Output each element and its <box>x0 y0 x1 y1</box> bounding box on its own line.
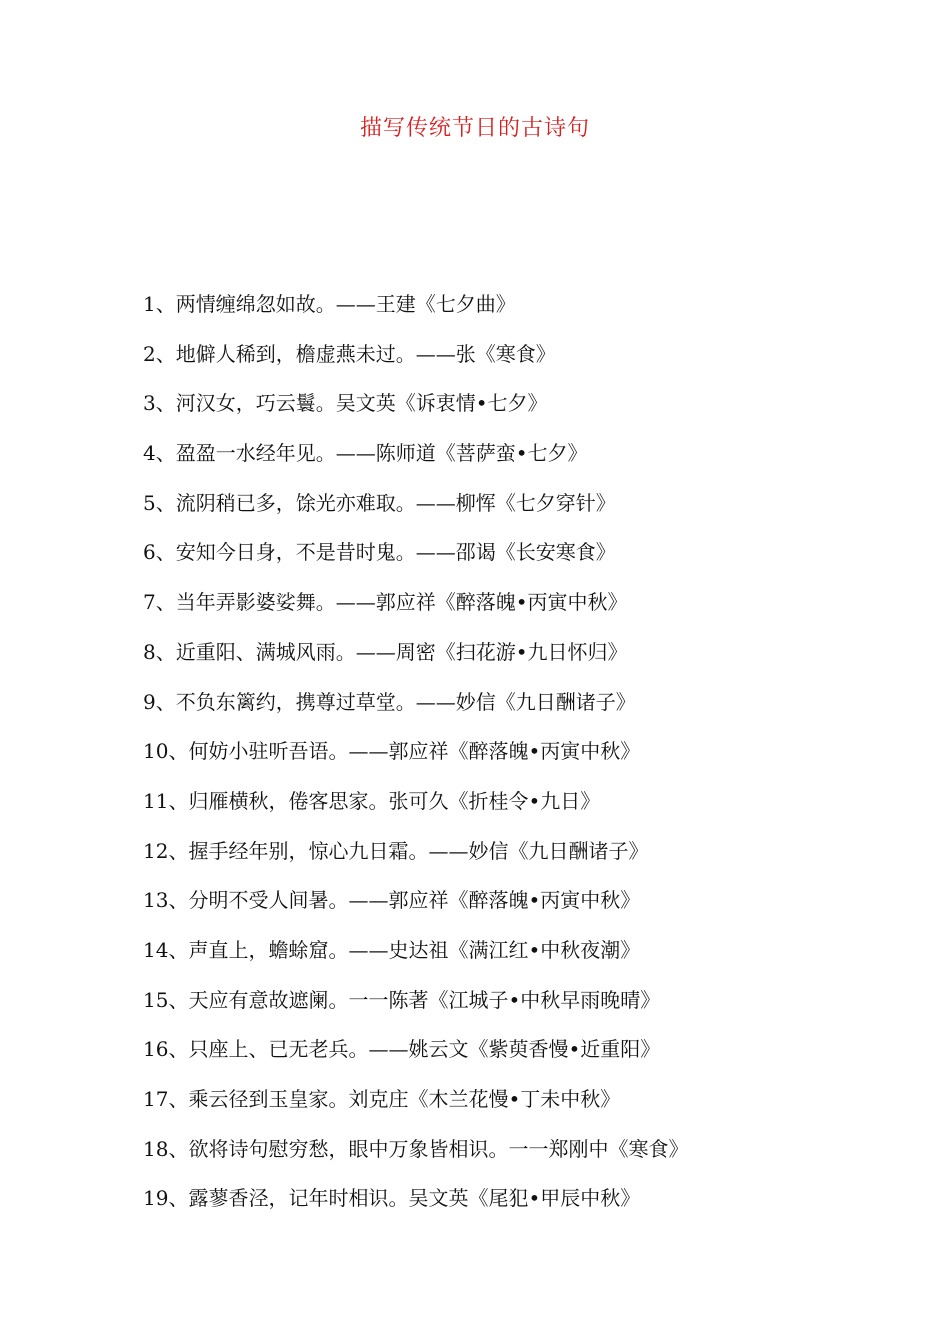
list-item: 17、乘云径到玉皇家。刘克庄《木兰花慢•丁未中秋》 <box>143 1087 621 1111</box>
list-item: 7、当年弄影婆娑舞。——郭应祥《醉落魄•丙寅中秋》 <box>143 590 628 615</box>
page-title: 描写传统节日的古诗句 <box>359 116 590 141</box>
list-item: 11、归雁横秋，倦客思家。张可久《折桂令•九日》 <box>143 788 601 813</box>
list-item: 6、安知今日身，不是昔时鬼。——邵谒《长安寒食》 <box>143 540 616 565</box>
list-item: 4、盈盈一水经年见。——陈师道《菩萨蛮•七夕》 <box>143 441 588 466</box>
list-item: 2、地僻人稀到，檐虚燕未过。——张《寒食》 <box>143 341 556 366</box>
list-item: 14、声直上，蟾蜍窟。——史达祖《满江红•中秋夜潮》 <box>143 937 641 962</box>
list-item: 15、天应有意故遮阑。一一陈著《江城子•中秋早雨晚晴》 <box>143 987 661 1012</box>
list-item: 5、流阴稍已多，馀光亦难取。——柳恽《七夕穿针》 <box>143 490 616 515</box>
list-item: 19、露蓼香泾，记年时相识。吴文英《尾犯•甲辰中秋》 <box>143 1186 641 1211</box>
list-item: 9、不负东篱约，携尊过草堂。——妙信《九日酬诸子》 <box>143 689 636 714</box>
list-item: 12、握手经年别，惊心九日霜。——妙信《九日酬诸子》 <box>143 838 649 863</box>
list-item: 8、近重阳、满城风雨。——周密《扫花游•九日怀归》 <box>143 639 628 664</box>
list-item: 1、两情缠绵忽如故。——王建《七夕曲》 <box>143 292 516 316</box>
list-item: 3、河汉女，巧云鬟。吴文英《诉衷情•七夕》 <box>143 391 548 416</box>
list-item: 16、只座上、已无老兵。——姚云文《紫萸香慢•近重阳》 <box>143 1037 661 1062</box>
list-item: 10、何妨小驻听吾语。——郭应祥《醉落魄•丙寅中秋》 <box>143 739 641 764</box>
list-item: 13、分明不受人间暑。——郭应祥《醉落魄•丙寅中秋》 <box>143 888 641 913</box>
list-item: 18、欲将诗句慰穷愁，眼中万象皆相识。一一郑刚中《寒食》 <box>143 1136 689 1161</box>
poem-list <box>143 289 688 1233</box>
